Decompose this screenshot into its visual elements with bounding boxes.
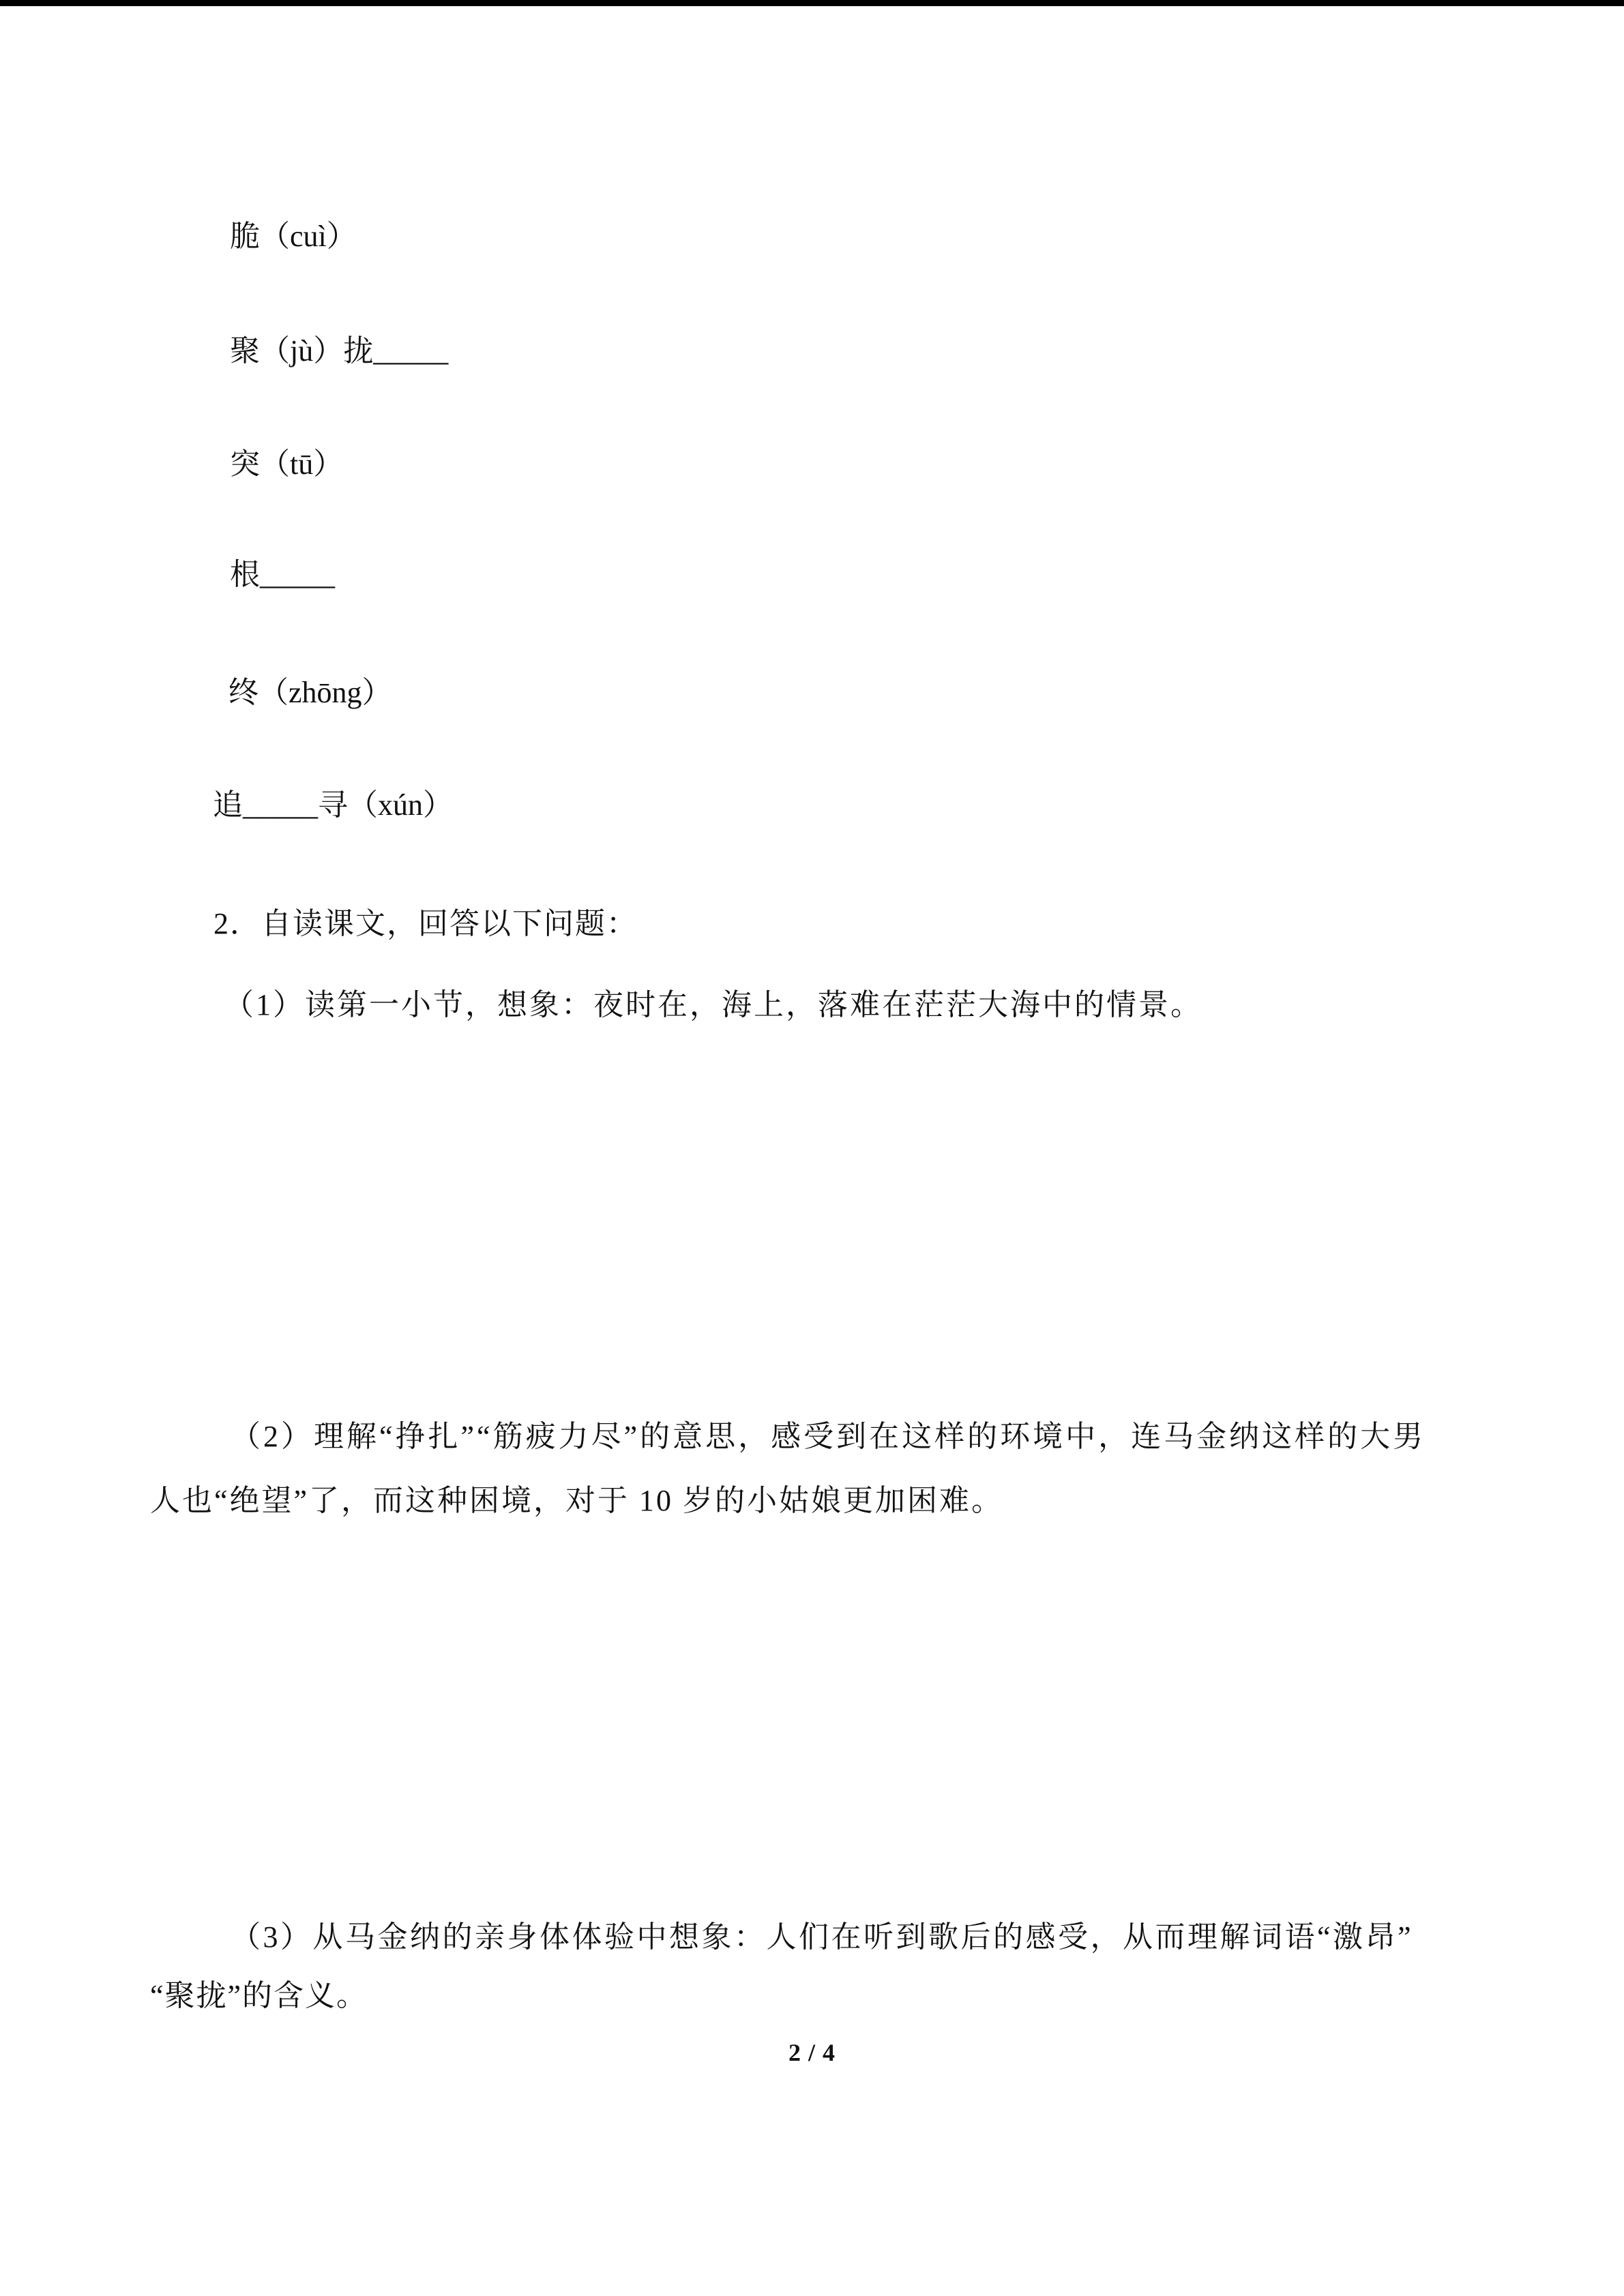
pinyin-item-tu: 突（tū） [230,447,344,481]
question-2-heading: 2．自读课文，回答以下问题： [213,907,638,940]
pinyin-item-ju-long-blank: 聚（jù）拢_____ [230,334,449,368]
sub-question-2-text-line-1: （2）理解“挣扎”“筋疲力尽”的意思，感受到在这样的环境中，连马金纳这样的大男 [231,1420,1426,1453]
page-top-border [0,0,1624,6]
sub-question-1-text: （1）读第一小节，想象：夜时在，海上，落难在茫茫大海中的情景。 [224,988,1202,1022]
sub-question-2-text-line-2: 人也“绝望”了，而这种困境，对于 10 岁的小姑娘更加困难。 [150,1484,1004,1517]
pinyin-item-zhong: 终（zhōng） [228,676,392,709]
pinyin-item-zhui-blank-xun: 追_____寻（xún） [213,788,453,822]
pinyin-item-gen-blank: 根_____ [230,558,335,591]
pinyin-item-cui: 脆（cuì） [230,220,357,253]
sub-question-3-text-line-2: “聚拢”的含义。 [150,1979,368,2012]
page-number: 2 / 4 [788,2039,836,2066]
sub-question-3-text-line-1: （3）从马金纳的亲身体体验中想象：人们在听到歌后的感受，从而理解词语“激昂” [231,1920,1414,1954]
